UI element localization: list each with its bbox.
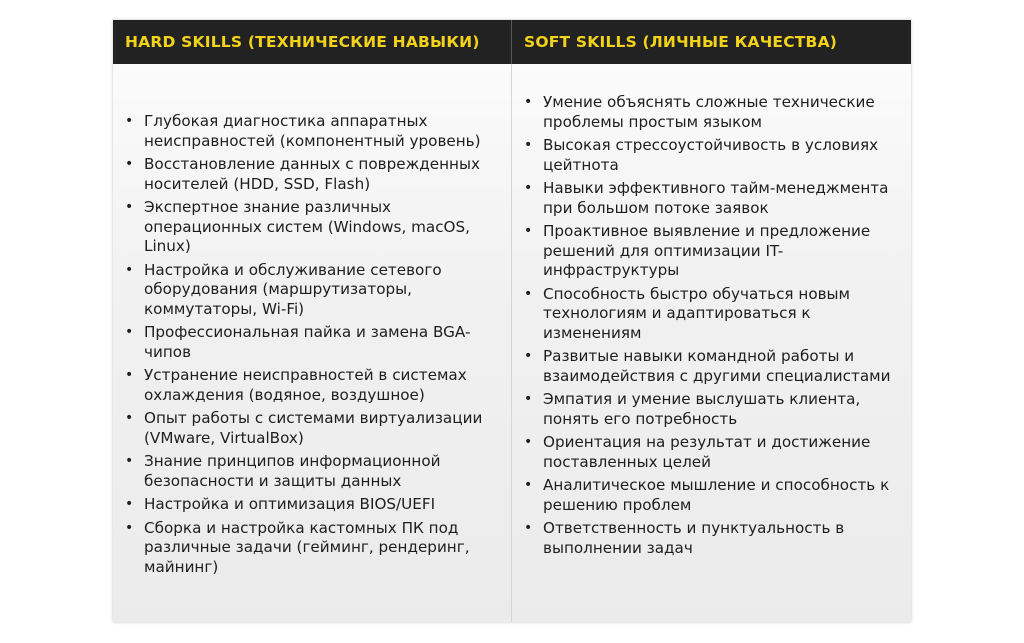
hard-skill-item — [113, 366, 511, 405]
hard-skill-item — [113, 519, 511, 578]
bullet-icon: • — [125, 324, 134, 340]
hard-skills-header: HARD SKILLS (ТЕХНИЧЕСКИЕ НАВЫКИ) — [113, 20, 512, 64]
hard-skill-text: Опыт работы с системами виртуализации (VMware, VirtualBox) — [144, 409, 483, 447]
bullet-icon: • — [125, 367, 134, 383]
hard-skill-text: Устранение неисправностей в системах охлаждения (водяное, воздушное) — [144, 366, 467, 404]
bullet-icon: • — [125, 199, 134, 215]
bullet-icon: • — [125, 156, 134, 172]
bullet-icon: • — [125, 519, 134, 536]
soft-skills-column — [512, 64, 911, 622]
soft-skill-item — [512, 347, 911, 386]
bullet-icon: • — [125, 496, 134, 512]
soft-skill-item — [512, 476, 911, 515]
table-header-row — [113, 20, 911, 64]
bullet-icon: • — [524, 391, 533, 407]
skills-table — [113, 20, 911, 622]
soft-skill-text: Ответственность и пунктуальность в выполнении задач — [543, 519, 845, 557]
soft-skill-item — [512, 519, 911, 558]
bullet-icon: • — [125, 410, 134, 426]
soft-skill-text: Ориентация на результат и достижение поставленных целей — [543, 433, 871, 471]
hard-skill-item — [113, 495, 511, 515]
hard-skill-item — [113, 155, 511, 194]
bullet-icon: • — [125, 113, 134, 129]
soft-skill-item — [512, 433, 911, 472]
soft-skill-text: Навыки эффективного тайм-менеджмента при большом потоке заявок — [543, 179, 889, 217]
hard-skill-item — [113, 112, 511, 151]
bullet-icon: • — [524, 180, 533, 196]
bullet-icon: • — [125, 453, 134, 469]
hard-skill-text: Профессиональная пайка и замена BGA-чипов — [144, 323, 471, 361]
hard-skill-text: Восстановление данных с поврежденных носителей (HDD, SSD, Flash) — [144, 155, 480, 193]
soft-skill-item — [512, 136, 911, 175]
soft-skills-header: SOFT SKILLS (ЛИЧНЫЕ КАЧЕСТВА) — [524, 33, 838, 51]
hard-skills-list — [113, 64, 511, 577]
hard-skill-text: Настройка и обслуживание сетевого оборудования (маршрутизаторы, коммутаторы, Wi-Fi) — [144, 260, 442, 318]
bullet-icon: • — [524, 520, 533, 536]
hard-skill-text: Экспертное знание различных операционных систем (Windows, macOS, Linux) — [144, 198, 470, 255]
bullet-icon: • — [524, 477, 533, 493]
soft-skills-list — [512, 64, 911, 558]
soft-skill-text: Развитые навыки командной работы и взаимодействия с другими специалистами — [543, 347, 891, 385]
soft-skill-text: Аналитическое мышление и способность к решению проблем — [543, 476, 890, 514]
soft-skill-item — [512, 285, 911, 344]
soft-skill-text: Способность быстро обучаться новым технологиям и адаптироваться к изменениям — [543, 284, 851, 342]
hard-skill-item — [113, 198, 511, 257]
hard-skill-text: Знание принципов информационной безопасности и защиты данных — [144, 452, 441, 490]
bullet-icon: • — [524, 137, 533, 153]
hard-skill-text: Сборка и настройка кастомных ПК под различные задачи (гейминг, рендеринг, майнинг) — [144, 518, 470, 576]
hard-skill-item — [113, 409, 511, 448]
bullet-icon: • — [524, 285, 533, 302]
bullet-icon: • — [524, 434, 533, 450]
hard-skill-item — [113, 323, 511, 362]
soft-skill-text: Проактивное выявление и предложение решений для оптимизации IT-инфраструктуры — [543, 222, 871, 279]
soft-skill-text: Умение объяснять сложные технические проблемы простым языком — [543, 93, 875, 131]
hard-skills-column — [113, 64, 512, 622]
soft-skill-item — [512, 222, 911, 281]
table-body-row — [113, 64, 911, 622]
hard-skill-item — [113, 261, 511, 320]
bullet-icon: • — [524, 348, 533, 364]
soft-skill-item — [512, 179, 911, 218]
bullet-icon: • — [524, 223, 533, 239]
soft-skill-item — [512, 93, 911, 132]
hard-skill-item — [113, 452, 511, 491]
soft-skill-text: Высокая стрессоустойчивость в условиях цейтнота — [543, 136, 879, 174]
bullet-icon: • — [125, 261, 134, 278]
bullet-icon: • — [524, 94, 533, 110]
hard-skill-text: Настройка и оптимизация BIOS/UEFI — [144, 495, 436, 513]
soft-skill-text: Эмпатия и умение выслушать клиента, понять его потребность — [543, 390, 861, 428]
soft-skill-item — [512, 390, 911, 429]
hard-skill-text: Глубокая диагностика аппаратных неисправностей (компонентный уровень) — [144, 112, 481, 150]
